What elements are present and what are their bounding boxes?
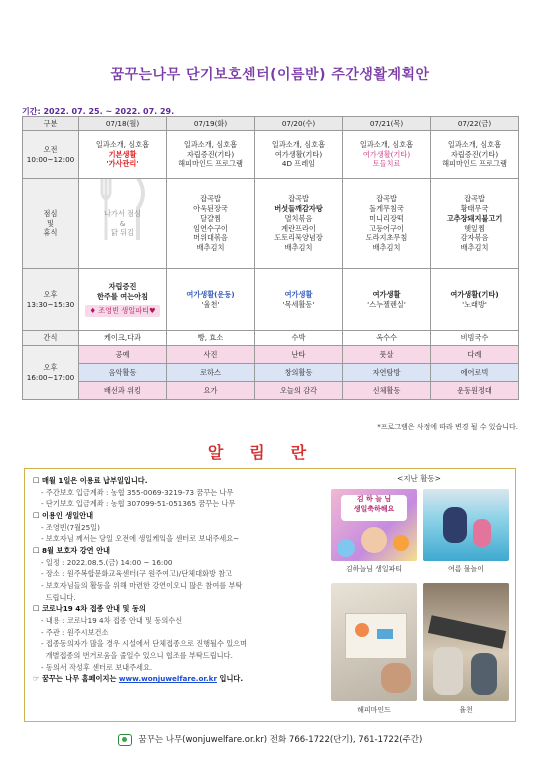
activity-cell: 운동원정대 [431, 382, 519, 400]
activity-cell: 음악활동 [79, 364, 167, 382]
weekly-plan-table [22, 116, 519, 400]
notice-line: ☐ 매월 1일은 이용료 납부일입니다. [33, 476, 148, 485]
period-label: 기간: 2022. 07. 25. ~ 2022. 07. 29. [22, 107, 175, 116]
photo-happy-mind [331, 583, 417, 701]
notice-line: - 단기보호 입금계좌 : 농협 307099-51-051365 꿈꾸는 나무 [41, 499, 236, 509]
activity-cell: 배선과 위킹 [79, 382, 167, 400]
notice-line: - 내용 : 코로나19 4차 접종 안내 및 동의수신 [41, 615, 183, 625]
notice-line: - 보호자님들의 활동을 위해 마련한 강연이오니 많은 참여를 부탁 [41, 580, 243, 590]
activity-cell: 로하스 [167, 364, 255, 382]
lunch-cell-mon: 나가서 점심 & 닭 뒤김 [79, 179, 167, 269]
photo-caption: 여름 물놀이 [447, 565, 485, 573]
activity-cell: 에어로빅 [431, 364, 519, 382]
lunch-cell: 잡곡밥 버섯들깨감자탕 멸치볶음 계란프라이 도토리묵양념장 배추김치 [255, 179, 343, 269]
photo-birthday-party [331, 489, 417, 561]
notice-line: - 장소 : 원주복합문화교육센터(구 원주여고)/단체대화방 참고 [41, 569, 233, 579]
person-figure [443, 507, 467, 543]
hand-figure [381, 663, 411, 693]
photo-summer-pool [423, 489, 509, 561]
notice-text [33, 475, 323, 685]
balloon-icon [337, 539, 355, 557]
activity-cell: 다례 [431, 346, 519, 364]
birthday-banner: 김 하 늘 님 생일축하해요 [341, 495, 407, 521]
notice-line: - 일정 : 2022.08.5.(금) 14:00 ~ 16:00 [41, 557, 173, 567]
notice-line: ☐ 8월 보호자 강연 안내 [33, 545, 110, 555]
pm2-label: 오후 16:00~17:00 [23, 346, 79, 400]
person-figure [361, 527, 387, 553]
notice-line: 드립니다. [41, 592, 76, 602]
birthday-badge: ♦ 조영빈 생일파티♥ [85, 305, 159, 317]
pm2-row [23, 382, 519, 400]
tree-logo-icon [118, 734, 132, 746]
balloon-icon [393, 535, 409, 551]
notice-line: - 보호자님 께서는 당일 오전에 생일케잌을 센터로 보내주세요~ [41, 534, 240, 544]
photo-caption: 율천 [459, 706, 473, 714]
activity-gallery [327, 473, 511, 487]
activity-cell: 오늘의 감각 [255, 382, 343, 400]
snack-cell: 비빔국수 [431, 331, 519, 346]
snack-cell: 옥수수 [343, 331, 431, 346]
notice-line: - 주관 : 원주시보건소 [41, 627, 109, 637]
pm-label: 오후 13:30~15:30 [23, 269, 79, 331]
footer [0, 733, 540, 746]
person-figure [471, 653, 497, 695]
pm-cell: 여가생활(운동) '율천' [167, 269, 255, 331]
gallery-caption: <지난 활동> [397, 474, 441, 483]
lunch-cell: 잡곡밥 황태무국 고추장돼지불고기 햇잎찜 감자볶음 배추김치 [431, 179, 519, 269]
am-cell: 일과소개, 심호흡 자립증진(기타) 해피마인드 프로그램 [167, 131, 255, 179]
notice-line: 개별접종의 번거로움을 줄일수 있으니 협조를 부탁드립니다. [41, 650, 233, 660]
snack-cell: 케이크,다과 [79, 331, 167, 346]
day-header: 07/22(금) [431, 117, 519, 131]
pm2-row [23, 346, 519, 364]
table-object [428, 615, 506, 648]
day-header: 07/21(목) [343, 117, 431, 131]
pm-cell: 여가생활 '목세활동' [255, 269, 343, 331]
notice-line: - 접종동의자가 많을 경우 시설에서 단체접종으로 진행될수 있으며 [41, 639, 248, 649]
homepage-link[interactable]: www.wonjuwelfare.or.kr [118, 674, 217, 684]
header-row [23, 117, 519, 131]
page-title: 꿈꾸는나무 단기보호센터(이름반) 주간생활계획안 [110, 67, 430, 83]
activity-cell: 자연탐방 [343, 364, 431, 382]
footnote: *프로그램은 사정에 따라 변경 될 수 있습니다. [377, 423, 518, 431]
craft-item [355, 623, 369, 637]
am-cell: 일과소개, 심호흡 여가생활(기타) 4D 프레임 [255, 131, 343, 179]
person-figure [433, 647, 463, 695]
craft-item [377, 629, 393, 639]
photo-caption: 해피마인드 [357, 706, 391, 714]
day-header: 07/18(월) [79, 117, 167, 131]
am-cell: 일과소개, 심호흡 기본생활 '가사관리' [79, 131, 167, 179]
person-figure [473, 519, 491, 547]
lunch-cell: 잡곡밥 돌게무침국 미니리장떡 고등어구이 도라지초무침 배추김치 [343, 179, 431, 269]
lunch-label: 점심 및 휴식 [23, 179, 79, 269]
activity-cell: 풋살 [343, 346, 431, 364]
day-header: 07/19(화) [167, 117, 255, 131]
am-cell: 일과소개, 심호흡 자립증진(기타) 해피마인드 프로그램 [431, 131, 519, 179]
craft-board [345, 613, 407, 659]
homepage-line: ☞ 꿈꾸는 나무 홈페이지는 www.wonjuwelfare.or.kr 입니다. [33, 674, 244, 684]
day-header: 07/20(수) [255, 117, 343, 131]
activity-cell: 창의활동 [255, 364, 343, 382]
corner-cell: 구분 [23, 117, 79, 131]
notice-line: - 주간보호 입금계좌 : 농협 355-0069-3219-73 꿈꾸는 나무 [41, 487, 234, 497]
activity-cell: 공예 [79, 346, 167, 364]
am-cell: 일과소개, 심호흡 여가생활(기타) 토들치료 [343, 131, 431, 179]
pm-row [23, 269, 519, 331]
snack-label: 간식 [23, 331, 79, 346]
lunch-row [23, 179, 519, 269]
notice-box [24, 468, 516, 722]
activity-cell: 요가 [167, 382, 255, 400]
notice-title: 알림란 [207, 443, 333, 462]
am-label: 오전 10:00~12:00 [23, 131, 79, 179]
snack-cell: 수박 [255, 331, 343, 346]
lunch-cell: 잡곡밥 아욱된장국 달걀찜 임연수구이 머위대볶음 배추김치 [167, 179, 255, 269]
photo-yulcheon [423, 583, 509, 701]
pm-cell: 여가생활(기타) '노래방' [431, 269, 519, 331]
snack-cell: 빵, 효소 [167, 331, 255, 346]
notice-line: ☐ 이용인 생일안내 [33, 510, 94, 520]
snack-row [23, 331, 519, 346]
photo-caption: 김하늘님 생일파티 [345, 565, 403, 573]
notice-line: - 동의서 작성후 센터로 보내주세요. [41, 662, 153, 672]
activity-cell: 신체활동 [343, 382, 431, 400]
footer-text: 꿈꾸는 나무(wonjuwelfare.or.kr) 전화 766-1722(단기), 761-1722(주간) [138, 735, 423, 745]
notice-line: - 조영빈(7월25일) [41, 522, 100, 532]
activity-cell: 사진 [167, 346, 255, 364]
activity-cell: 난타 [255, 346, 343, 364]
notice-line: ☐ 코로나19 4차 접종 안내 및 동의 [33, 604, 146, 614]
am-row [23, 131, 519, 179]
pm-cell: 여가생활 '스누젤렌실' [343, 269, 431, 331]
pm2-row [23, 364, 519, 382]
pm-cell-mon: 자립증진 한주를 여는아침 ♦ 조영빈 생일파티♥ [79, 269, 167, 331]
